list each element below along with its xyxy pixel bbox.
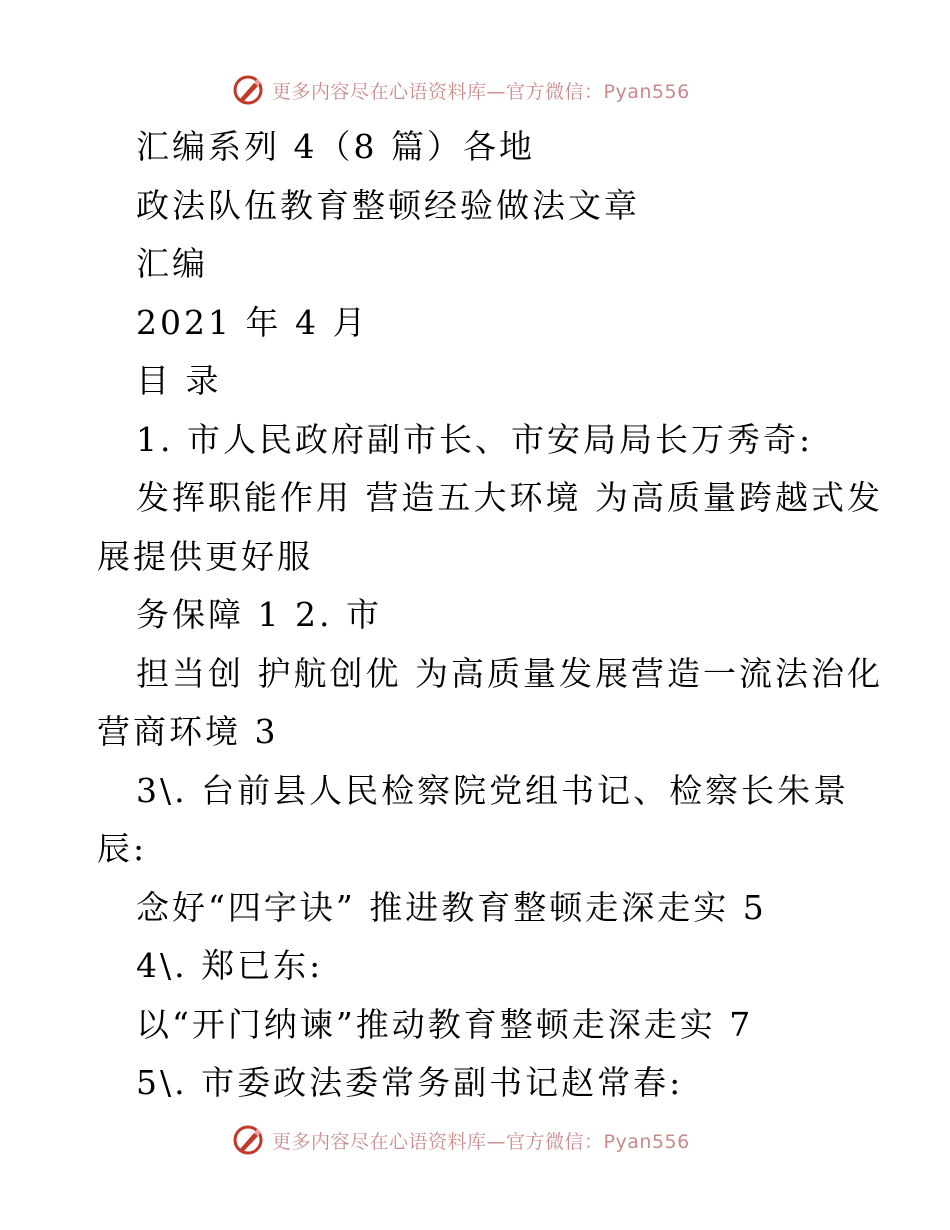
watermark-text: 更多内容尽在心语资料库—官方微信：Pyan556 xyxy=(272,80,690,103)
document-line: 汇编 xyxy=(136,244,208,283)
document-line: 担当创 护航创优 为高质量发展营造一流法治化 xyxy=(136,653,883,693)
document-line: 辰: xyxy=(97,829,148,868)
document-line: 1. 市人民政府副市长、市安局局长万秀奇: xyxy=(136,419,814,459)
watermark-text: 更多内容尽在心语资料库—官方微信：Pyan556 xyxy=(272,1130,690,1153)
document-line: 2021 年 4 月 xyxy=(136,302,369,342)
document-line: 5\. 市委政法委常务副书记赵常春: xyxy=(136,1063,684,1102)
document-line: 政法队伍教育整顿经验做法文章 xyxy=(136,185,640,225)
document-line: 3\. 台前县人民检察院党组书记、检察长朱景 xyxy=(136,770,850,810)
document-line: 展提供更好服 xyxy=(97,536,313,576)
document-line: 汇编系列 4（8 篇）各地 xyxy=(136,127,535,166)
document-line: 目 录 xyxy=(136,361,222,400)
header-watermark xyxy=(232,72,690,108)
footer-watermark xyxy=(232,1122,690,1158)
pen-logo-icon xyxy=(232,73,266,107)
document-line: 发挥职能作用 营造五大环境 为高质量跨越式发 xyxy=(136,478,883,517)
document-line: 念好“四字诀” 推进教育整顿走深走实 5 xyxy=(136,887,767,927)
document-line: 营商环境 3 xyxy=(97,712,279,751)
pen-logo-icon xyxy=(232,1123,266,1157)
document-line: 4\. 郑已东: xyxy=(136,946,324,985)
document-line: 务保障 1 2. 市 xyxy=(136,595,382,634)
document-body xyxy=(0,118,950,1113)
document-line: 以“开门纳谏”推动教育整顿走深走实 7 xyxy=(136,1004,754,1044)
